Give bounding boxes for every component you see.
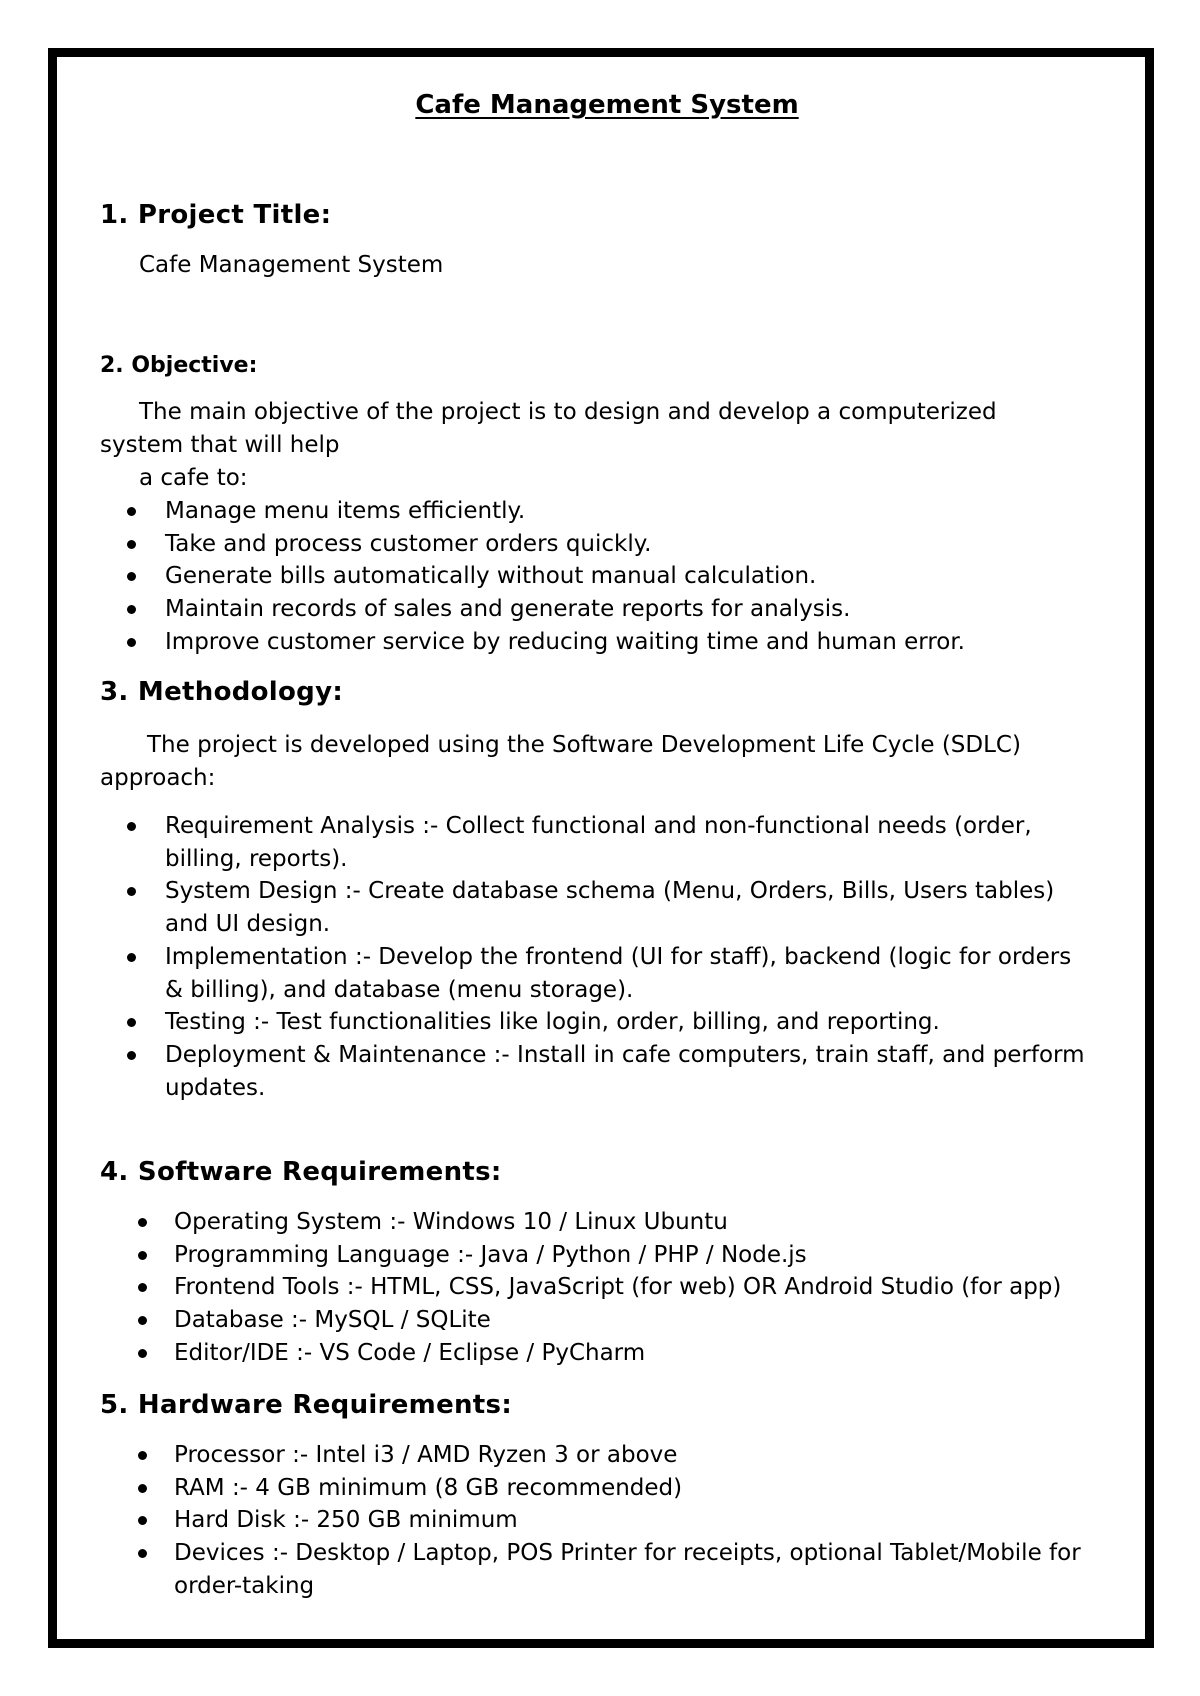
objective-list <box>165 495 1085 659</box>
section-heading-methodology: 3. Methodology: <box>100 677 344 707</box>
list-item: Programming Language :- Java / Python / PHP / Node.js <box>174 1239 1094 1272</box>
list-item: Implementation :- Develop the frontend (UI for staff), backend (logic for orders & billing), and database (menu storage). <box>165 941 1085 1006</box>
list-item: Database :- MySQL / SQLite <box>174 1304 1094 1337</box>
objective-intro-line-1: The main objective of the project is to design and develop a computerized <box>139 399 997 425</box>
objective-intro-line-2: system that will help <box>100 432 340 458</box>
list-item: Requirement Analysis :- Collect functional and non-functional needs (order, billing, reports). <box>165 810 1085 875</box>
list-item: Devices :- Desktop / Laptop, POS Printer for receipts, optional Tablet/Mobile for order-taking <box>174 1537 1094 1602</box>
list-item: Testing :- Test functionalities like login, order, billing, and reporting. <box>165 1006 1085 1039</box>
project-title-text: Cafe Management System <box>139 252 444 278</box>
list-item: Editor/IDE :- VS Code / Eclipse / PyCharm <box>174 1337 1094 1370</box>
section-heading-hardware-requirements: 5. Hardware Requirements: <box>100 1390 513 1420</box>
list-item: Operating System :- Windows 10 / Linux Ubuntu <box>174 1206 1094 1239</box>
list-item: RAM :- 4 GB minimum (8 GB recommended) <box>174 1472 1094 1505</box>
list-item: Manage menu items efficiently. <box>165 495 1085 528</box>
list-item: Generate bills automatically without manual calculation. <box>165 560 1085 593</box>
list-item: Deployment & Maintenance :- Install in cafe computers, train staff, and perform updates. <box>165 1039 1085 1104</box>
list-item: Improve customer service by reducing waiting time and human error. <box>165 626 1085 659</box>
list-item: Maintain records of sales and generate reports for analysis. <box>165 593 1085 626</box>
section-heading-objective: 2. Objective: <box>100 353 258 378</box>
methodology-intro-line-2: approach: <box>100 765 216 791</box>
list-item: Take and process customer orders quickly. <box>165 528 1085 561</box>
methodology-list <box>165 810 1085 1104</box>
list-item: Frontend Tools :- HTML, CSS, JavaScript (for web) OR Android Studio (for app) <box>174 1271 1094 1304</box>
list-item: System Design :- Create database schema (Menu, Orders, Bills, Users tables) and UI design. <box>165 875 1085 940</box>
list-item: Processor :- Intel i3 / AMD Ryzen 3 or above <box>174 1439 1094 1472</box>
list-item: Hard Disk :- 250 GB minimum <box>174 1504 1094 1537</box>
software-requirements-list <box>174 1206 1094 1370</box>
objective-intro-line-3: a cafe to: <box>139 465 248 491</box>
section-heading-project-title: 1. Project Title: <box>100 200 332 230</box>
section-heading-software-requirements: 4. Software Requirements: <box>100 1157 502 1187</box>
methodology-intro-line-1: The project is developed using the Software Development Life Cycle (SDLC) <box>147 732 1021 758</box>
document-title: Cafe Management System <box>415 90 799 120</box>
hardware-requirements-list <box>174 1439 1094 1603</box>
